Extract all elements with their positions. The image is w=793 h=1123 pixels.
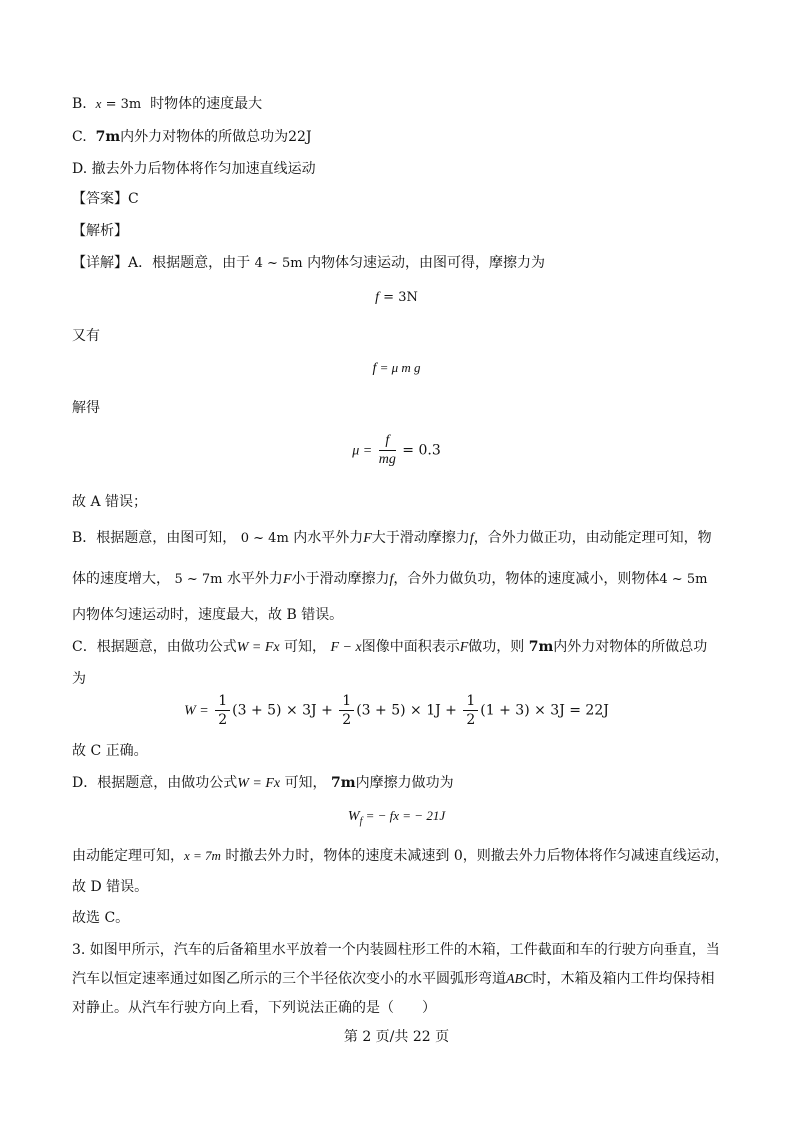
detail-b-line1: B．根据题意，由图可知， 0 ~ 4m 内水平外力F大于滑动摩擦力f，合外力做正功，由动能定理可知，物 xyxy=(72,530,712,546)
detail-c-line1: C．根据题意，由做功公式W = Fx 可知， F − x图像中面积表示F做功，则 7m内外力对物体的所做总功 xyxy=(72,639,708,655)
detail-b-line2: 体的速度增大， 5 ~ 7m 水平外力F小于滑动摩擦力f，合外力做负功，物体的速度减小，则物体4 ~ 5m xyxy=(72,571,708,587)
also-have: 又有 xyxy=(72,328,100,344)
equation-mu-result: μ = $\frac{f}{mg}$ = 0.3 xyxy=(352,433,441,467)
page-footer: 第 2 页/共 22 页 xyxy=(343,1029,450,1045)
answer: 【答案】C xyxy=(72,191,139,207)
option-b: B. x = 3m 时物体的速度最大 xyxy=(72,96,263,112)
choose-answer: 故选 C。 xyxy=(72,910,130,926)
equation-friction-work: $W_f$ = − fx = − 21J xyxy=(347,808,446,827)
mu-fraction: $\frac{f}{mg}$ xyxy=(378,433,396,467)
half-fraction-1: $\frac{1}{2}$ xyxy=(215,692,230,729)
option-c: C. 7m内外力对物体的所做总功为22J xyxy=(72,129,312,145)
question-3-line2: 汽车以恒定速率通过如图乙所示的三个半径依次变小的水平圆弧形弯道ABC时，木箱及箱内工件均保持相 xyxy=(72,971,715,987)
detail-d-line2: 由动能定理可知，x = 7m 时撤去外力时，物体的速度未减速到 0，则撤去外力后物体将作匀减速直线运动， xyxy=(72,848,729,864)
half-fraction-2: $\frac{1}{2}$ xyxy=(339,692,354,729)
detail-b-line3: 内物体匀速运动时，速度最大，故 B 错误。 xyxy=(72,607,344,623)
detail-a: 【详解】A．根据题意，由于 4 ~ 5m 内物体匀速运动，由图可得，摩擦力为 xyxy=(72,255,546,271)
equation-friction: f = 3N xyxy=(375,290,418,305)
equation-mu-mg: f = μ m g xyxy=(372,360,421,376)
equation-work-total: W = $\frac{1}{2}$ (3 + 5) × 3J + $\frac{1}{2}$ (3 + 5) × 1J + $\frac{1}{2}$ (1 + 3) × 3J = 22J xyxy=(184,693,609,728)
c-conclusion: 故 C 正确。 xyxy=(72,743,148,759)
analysis-label: 【解析】 xyxy=(72,223,128,239)
detail-d-line1: D．根据题意，由做功公式W = Fx 可知， 7m内摩擦力做功为 xyxy=(72,775,454,791)
solve-label: 解得 xyxy=(72,400,100,416)
detail-c-line2: 为 xyxy=(72,671,86,687)
a-conclusion: 故 A 错误； xyxy=(72,494,148,510)
half-fraction-3: $\frac{1}{2}$ xyxy=(463,692,478,729)
option-d: D. 撤去外力后物体将作匀加速直线运动 xyxy=(72,161,316,177)
question-3-line3: 对静止。从汽车行驶方向上看，下列说法正确的是（ ） xyxy=(72,1000,436,1016)
d-conclusion: 故 D 错误。 xyxy=(72,879,149,895)
question-3-line1: 3. 如图甲所示，汽车的后备箱里水平放着一个内装圆柱形工件的木箱，工件截面和车的行驶方向垂直，当 xyxy=(72,942,720,958)
